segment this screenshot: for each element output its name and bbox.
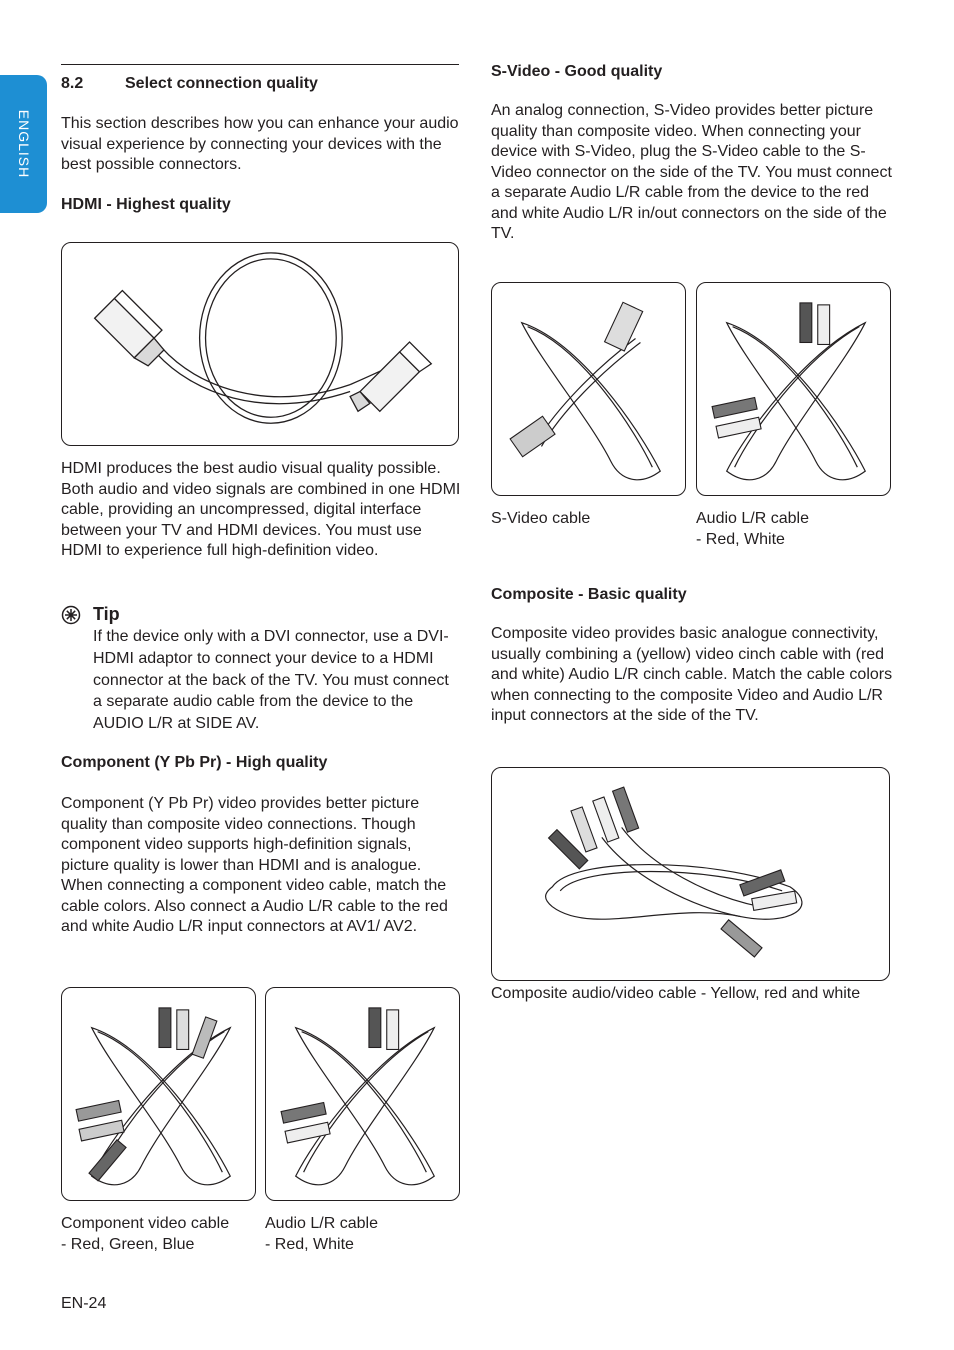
language-tab	[0, 75, 47, 213]
hdmi-paragraph: HDMI produces the best audio visual quality possible. Both audio and video signals are combined in one HDMI cable, providing an uncompressed, digital interface between your TV and HDMI devices. You must use HDMI to experience full high-definition video.	[61, 460, 461, 559]
svideo-heading: S-Video - Good quality	[491, 63, 663, 80]
component-heading: Component (Y Pb Pr) - High quality	[61, 754, 328, 771]
audio-caption-right-line1: Audio L/R cable	[696, 510, 809, 527]
component-caption-line1: Component video cable	[61, 1215, 230, 1232]
svideo-cable-illustration	[492, 283, 685, 495]
composite-paragraph: Composite video provides basic analogue connectivity, usually combining a (yellow) video cinch cable with (red and white) Audio L/R cinch cable. Match the cable colors when connecting to the composite Video and Audio L/R input connectors at the side of the TV.	[491, 625, 893, 724]
component-cable-figure	[61, 987, 256, 1201]
svideo-cable-figure	[491, 282, 686, 496]
audio-caption-left-line1: Audio L/R cable	[265, 1215, 378, 1232]
hdmi-heading: HDMI - Highest quality	[61, 196, 231, 213]
audio-caption-left-line2: - Red, White	[265, 1236, 354, 1253]
hdmi-cable-illustration	[62, 243, 458, 445]
audio-caption-right-line2: - Red, White	[696, 531, 785, 548]
tip-icon	[61, 605, 81, 625]
page-number: EN-24	[61, 1295, 107, 1312]
composite-caption: Composite audio/video cable - Yellow, red and white	[491, 985, 861, 1002]
component-paragraph: Component (Y Pb Pr) video provides better picture quality than composite video connections. Though component video supports high-definition signals, picture quality is lower than HDMI and is analogue. When connecting a component video cable, match the cable colors. Also connect a Audio L/R cable to the red and white Audio L/R input connectors at AV1/ AV2.	[61, 795, 448, 935]
hdmi-cable-figure	[61, 242, 459, 446]
audio-lr-cable-illustration-right	[697, 283, 890, 495]
intro-paragraph: This section describes how you can enhance your audio visual experience by connecting your devices with the best possible connectors.	[61, 115, 459, 173]
section-number: 8.2	[61, 75, 84, 92]
svideo-paragraph: An analog connection, S-Video provides better picture quality than composite video. When connecting your device with S-Video, plug the S-Video cable to the S-Video connector on the side of the TV. You must connect a separate Audio L/R cable from the device to the red and white Audio L/R in/out connectors on the side of the TV.	[491, 102, 892, 242]
component-caption-line2: - Red, Green, Blue	[61, 1236, 195, 1253]
component-cable-illustration	[62, 988, 255, 1200]
section-title: Select connection quality	[125, 75, 318, 92]
composite-cable-illustration	[492, 768, 889, 980]
tip-label: Tip	[93, 604, 120, 624]
language-tab-label: ENGLISH	[15, 109, 32, 179]
svideo-caption: S-Video cable	[491, 510, 591, 527]
audio-lr-cable-illustration-left	[266, 988, 459, 1200]
composite-heading: Composite - Basic quality	[491, 586, 687, 603]
tip-text: If the device only with a DVI connector, use a DVI-HDMI adaptor to connect your device to a HDMI connector at the back of the TV. You must connect a separate audio cable from the device to the AUDIO L/R at SIDE AV.	[93, 628, 449, 733]
audio-lr-cable-figure-left	[265, 987, 460, 1201]
composite-cable-figure	[491, 767, 890, 981]
audio-lr-cable-figure-right	[696, 282, 891, 496]
header-rule	[61, 64, 459, 65]
